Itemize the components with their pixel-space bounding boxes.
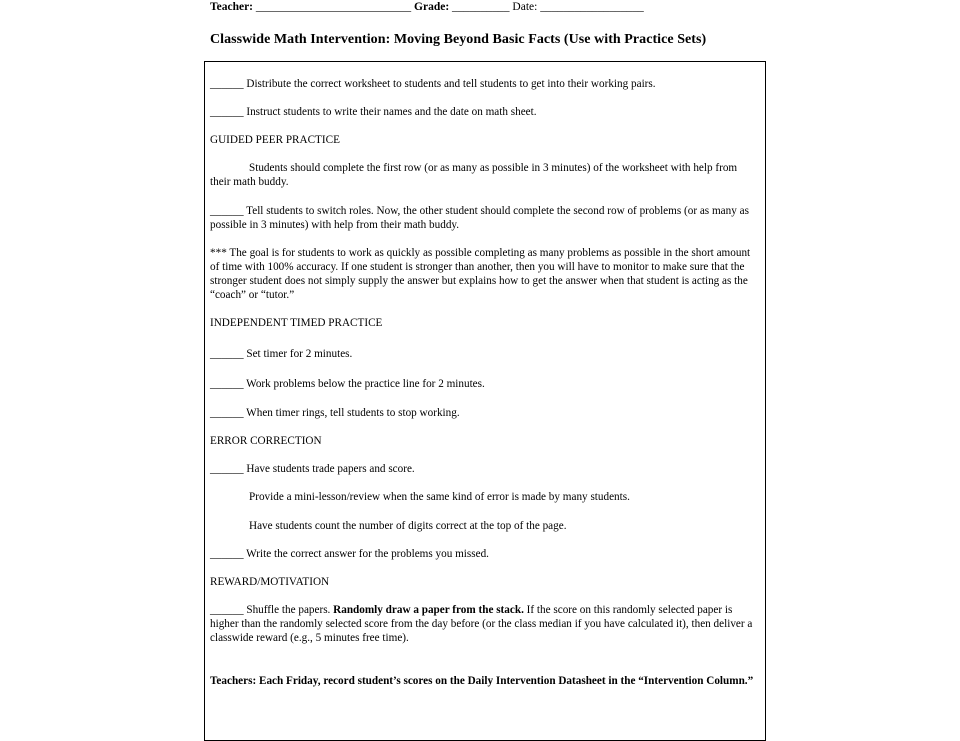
step-distribute <box>210 77 760 91</box>
friday-note: Teachers: Each Friday, record student’s scores on the Daily Intervention Datasheet in the “Intervention Column.” <box>210 675 754 687</box>
guided-practice-heading: GUIDED PEER PRACTICE <box>210 134 340 146</box>
step-text: When timer rings, tell students to stop working. <box>246 407 460 419</box>
checkbox-blank: ______ <box>210 348 244 360</box>
reward-heading: REWARD/MOTIVATION <box>210 576 330 588</box>
document-title: Classwide Math Intervention: Moving Beyond Basic Facts (Use with Practice Sets) <box>210 32 707 47</box>
checkbox-blank: ______ <box>210 604 244 616</box>
step-text: Write the correct answer for the problems you missed. <box>246 548 489 560</box>
step-text: Tell students to switch roles. Now, the other student should complete the second row of problems (or as many as possible in 3 minutes) with help from their math buddy. <box>210 205 749 231</box>
step-correct-answer <box>210 547 760 561</box>
step-set-timer <box>210 347 760 361</box>
count-digits-text: Have students count the number of digits correct at the top of the page. <box>249 520 567 532</box>
checkbox-blank: ______ <box>210 463 244 475</box>
randomly-draw-text: Randomly draw a paper from the stack. <box>333 604 524 616</box>
step-text: Have students trade papers and score. <box>246 463 415 475</box>
step-switch-roles <box>210 204 760 232</box>
shuffle-text: Shuffle the papers. <box>246 604 331 616</box>
error-correction-heading: ERROR CORRECTION <box>210 435 322 447</box>
independent-practice-heading: INDEPENDENT TIMED PRACTICE <box>210 317 383 329</box>
date-label: Date: <box>512 1 538 13</box>
score-text: If the score on this randomly selected paper is higher than the randomly selected score from the day before (or the class median if you have calculated it), then deliver a classwide reward (e.g., 5 minutes free time). <box>210 604 753 644</box>
teacher-blank: ___________________________ <box>255 1 412 13</box>
grade-blank: __________ <box>452 1 510 13</box>
step-text: Set timer for 2 minutes. <box>246 348 353 360</box>
step-shuffle <box>210 603 760 645</box>
form-header <box>210 0 644 14</box>
guided-practice-text: Students should complete the first row (or as many as possible in 3 minutes) of the worksheet with help from their math buddy. <box>210 162 738 188</box>
checkbox-blank: ______ <box>210 548 244 560</box>
checkbox-blank: ______ <box>210 378 244 390</box>
checkbox-blank: ______ <box>210 205 244 217</box>
step-names <box>210 105 760 119</box>
step-text: Distribute the correct worksheet to students and tell students to get into their working pairs. <box>246 78 656 90</box>
mini-lesson-text: Provide a mini-lesson/review when the same kind of error is made by many students. <box>249 491 630 503</box>
step-text: Work problems below the practice line for 2 minutes. <box>246 378 485 390</box>
checkbox-blank: ______ <box>210 106 244 118</box>
checkbox-blank: ______ <box>210 78 244 90</box>
step-text: Instruct students to write their names and the date on math sheet. <box>246 106 537 118</box>
step-timer-rings <box>210 406 760 420</box>
checkbox-blank: ______ <box>210 407 244 419</box>
date-blank: __________________ <box>540 1 644 13</box>
step-work-problems <box>210 377 760 391</box>
step-trade-papers <box>210 462 760 476</box>
grade-label: Grade: <box>414 1 450 13</box>
goal-note: *** The goal is for students to work as quickly as possible completing as many problems as possible in the short amount of time with 100% accuracy. If one student is stronger than another, then you will have to monitor to make sure that the stronger student does not simply supply the answer but explains how to get the answer when that student is acting as the “coach” or “tutor.” <box>210 247 751 301</box>
teacher-label: Teacher: <box>210 1 254 13</box>
